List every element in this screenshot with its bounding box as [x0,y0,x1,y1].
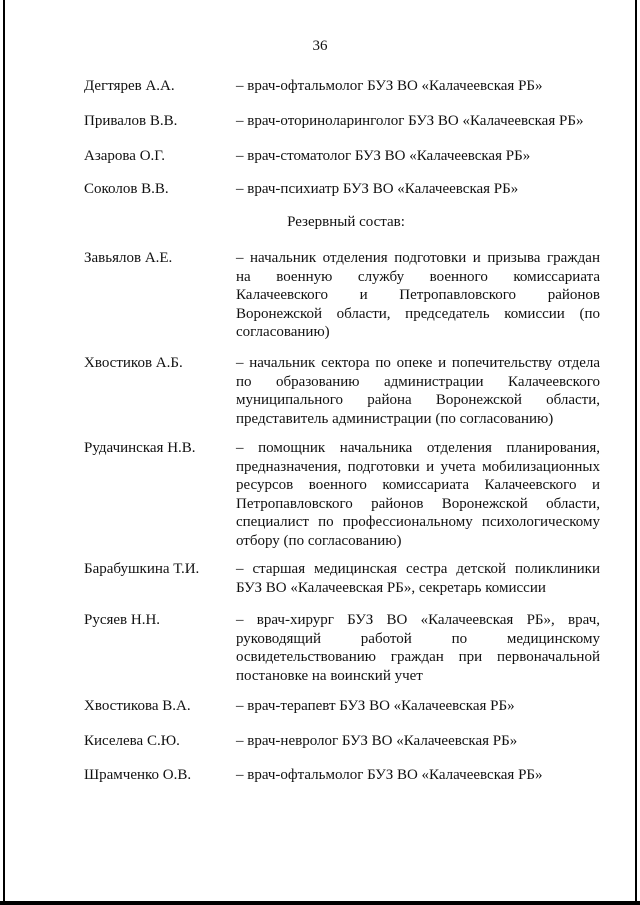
scan-border-left [3,0,5,905]
scan-border-right [635,0,637,905]
member-name: Азарова О.Г. [84,148,166,164]
member-role: – врач-хирург БУЗ ВО «Калачеевская РБ», врач, руководящий работой по медицинскому освидетельствованию граждан при первоначальной постановке на воинский учет [236,612,600,684]
member-name: Рудачинская Н.В. [84,440,196,456]
scan-border-bottom [0,901,640,905]
member-name: Русяев Н.Н. [84,612,161,628]
member-name: Привалов В.В. [84,113,178,129]
member-role: – начальник сектора по опеке и попечительству отдела по образованию администрации Калачеевского муниципального района Воронежской области, представитель администрации (по согласованию) [236,355,600,427]
member-name: Киселева С.Ю. [84,733,180,749]
member-name: Хвостикова В.А. [84,698,191,714]
page-number: 36 [312,38,328,54]
member-name: Соколов В.В. [84,181,169,197]
member-name: Барабушкина Т.И. [84,561,200,577]
member-role: – врач-офтальмолог БУЗ ВО «Калачеевская РБ» [236,78,543,94]
member-name: Хвостиков А.Б. [84,355,183,371]
member-role: – врач-психиатр БУЗ ВО «Калачеевская РБ» [236,181,519,197]
member-role: – врач-терапевт БУЗ ВО «Калачеевская РБ» [236,698,515,714]
member-name: Дегтярев А.А. [84,78,175,94]
member-role: – начальник отделения подготовки и призыва граждан на военную службу военного комиссариата Калачеевского и Петропавловского районов Воронежской области, председатель комиссии (по согласованию) [236,250,600,340]
member-role: – врач-офтальмолог БУЗ ВО «Калачеевская РБ» [236,767,543,783]
member-name: Шрамченко О.В. [84,767,192,783]
reserve-heading: Резервный состав: [287,214,405,230]
member-role: – старшая медицинская сестра детской поликлиники БУЗ ВО «Калачеевская РБ», секретарь комиссии [236,561,600,596]
member-role: – врач-невролог БУЗ ВО «Калачеевская РБ» [236,733,518,749]
member-role: – врач-стоматолог БУЗ ВО «Калачеевская РБ» [236,148,531,164]
member-role: – помощник начальника отделения планирования, предназначения, подготовки и учета мобилизационных ресурсов военного комиссариата Калачеевского и Петропавловского районов Воронежской области, специалист по профессиональному психологическому отбору (по согласованию) [236,440,600,549]
member-role: – врач-оториноларинголог БУЗ ВО «Калачеевская РБ» [236,113,584,129]
member-name: Завьялов А.Е. [84,250,173,266]
